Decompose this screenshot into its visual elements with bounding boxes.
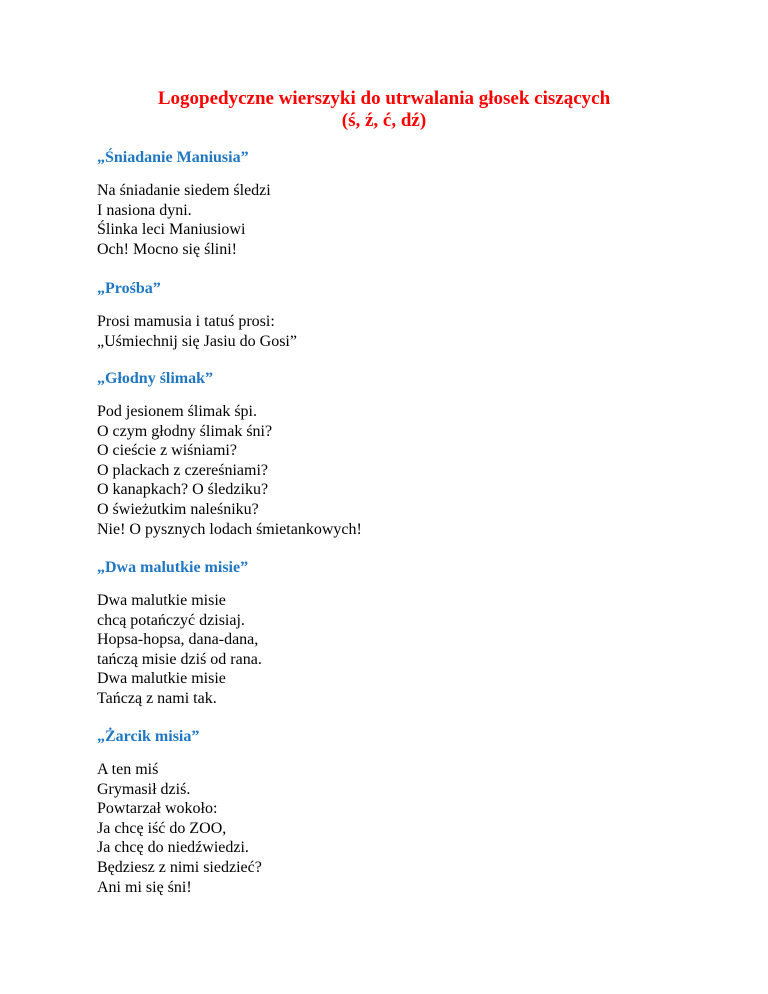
poem-line: I nasiona dyni. <box>97 201 192 219</box>
poem-dwa-malutkie-misie <box>97 558 697 709</box>
poem-glodny-slimak <box>97 369 697 539</box>
poem-line: O cieście z wiśniami? <box>97 442 237 460</box>
poem-line: Nie! O pysznych lodach śmietankowych! <box>97 520 362 538</box>
poem-title: „Śniadanie Maniusia” <box>97 149 249 166</box>
poem-prosba <box>97 279 697 351</box>
poem-line: Prosi mamusia i tatuś prosi: <box>97 313 275 330</box>
poem-line: Grymasił dziś. <box>97 780 191 798</box>
poem-line: O plackach z czereśniami? <box>97 461 269 479</box>
poem-line: Na śniadanie siedem śledzi <box>97 182 271 199</box>
poem-line: Ślinka leci Maniusiowi <box>97 221 246 239</box>
poem-title: „Dwa malutkie misie” <box>97 559 249 576</box>
poem-line: Och! Mocno się ślini! <box>97 240 237 258</box>
poem-line: chcą potańczyć dzisiaj. <box>97 611 245 629</box>
poem-line: O świeżutkim naleśniku? <box>97 500 259 518</box>
poem-zarcik-misia <box>97 727 697 897</box>
poem-line: O kanapkach? O śledziku? <box>97 481 269 499</box>
poem-line: A ten miś <box>97 761 159 778</box>
poem-line: Ja chcę do niedźwiedzi. <box>97 839 249 857</box>
poem-title: „Głodny ślimak” <box>97 370 214 387</box>
poem-line: „Uśmiechnij się Jasiu do Gosi” <box>97 332 297 350</box>
poem-line: tańczą misie dziś od rana. <box>97 650 262 668</box>
poem-line: Powtarzał wokoło: <box>97 800 218 818</box>
poem-sniadanie-maniusia <box>97 148 697 259</box>
poem-line: O czym głodny ślimak śni? <box>97 422 273 440</box>
document-subtitle: (ś, ź, ć, dź) <box>341 110 427 131</box>
poem-line: Ani mi się śni! <box>97 878 192 896</box>
poem-line: Dwa malutkie misie <box>97 592 226 609</box>
poem-line: Dwa malutkie misie <box>97 670 226 688</box>
poem-title: „Prośba” <box>97 280 161 297</box>
poem-line: Będziesz z nimi siedzieć? <box>97 858 262 876</box>
poem-line: Ja chcę iść do ZOO, <box>97 819 227 837</box>
poem-title: „Żarcik misia” <box>97 728 200 745</box>
poem-line: Tańczą z nami tak. <box>97 689 217 707</box>
poem-line: Hopsa-hopsa, dana-dana, <box>97 631 259 649</box>
poem-line: Pod jesionem ślimak śpi. <box>97 403 257 420</box>
document-title: Logopedyczne wierszyki do utrwalania głosek ciszących <box>157 88 611 109</box>
